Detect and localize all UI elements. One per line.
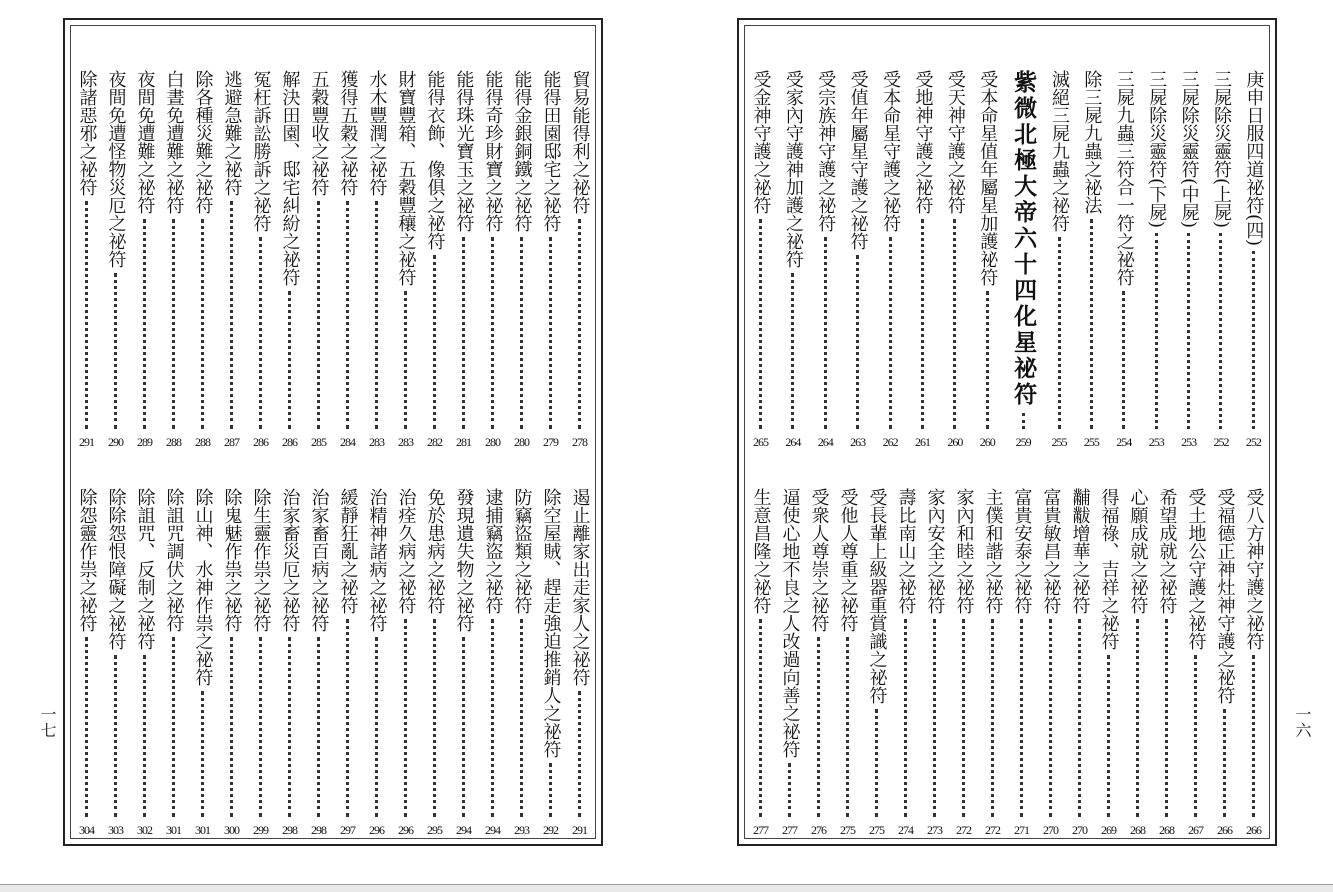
entry-page-number: 304 <box>79 823 94 837</box>
toc-entry <box>1206 70 1235 450</box>
entry-title: 發現遺失物之祕符 <box>453 488 475 632</box>
dot-leader <box>433 619 436 817</box>
dot-leader <box>1252 655 1255 817</box>
toc-band-top <box>746 70 1268 450</box>
entry-title: 受福德正神灶神守護之祕符 <box>1214 488 1236 704</box>
dot-leader <box>1165 619 1168 817</box>
dot-leader <box>1223 709 1226 817</box>
toc-entry <box>130 488 159 838</box>
entry-title: 水木豐潤之祕符 <box>366 70 388 196</box>
dot-leader <box>404 291 407 429</box>
dot-leader <box>375 201 378 429</box>
toc-entry <box>275 488 304 838</box>
entry-page-number: 280 <box>485 435 500 449</box>
dot-leader <box>1049 619 1052 817</box>
toc-entry <box>1045 70 1074 450</box>
entry-page-number: 298 <box>282 823 297 837</box>
entry-title: 除諸惡邪之祕符 <box>76 70 98 196</box>
entry-page-number: 261 <box>914 435 930 449</box>
entry-page-number: 259 <box>1015 435 1031 449</box>
dot-leader <box>817 637 820 817</box>
dot-leader <box>953 219 956 429</box>
dot-leader <box>114 655 117 817</box>
entry-title: 希望成就之祕符 <box>1156 488 1178 614</box>
entry-page-number: 295 <box>427 823 442 837</box>
page-number-right: 一六 <box>1293 706 1312 738</box>
entry-title: 受他人尊重之祕符 <box>837 488 859 632</box>
toc-entry <box>1210 488 1239 838</box>
toc-entry <box>746 488 775 838</box>
toc-entry <box>507 70 536 450</box>
entry-title: 除怨靈作祟之祕符 <box>76 488 98 632</box>
dot-leader <box>288 637 291 817</box>
dot-leader <box>230 637 233 817</box>
toc-entry <box>362 488 391 838</box>
entry-title: 能得金銀銅鐵之祕符 <box>511 70 533 232</box>
entry-title: 滅絕三屍九蟲之祕符 <box>1049 70 1071 232</box>
entry-title: 治精神諸病之祕符 <box>366 488 388 632</box>
entry-title: 受本命星值年屬星加護祕符 <box>977 70 999 286</box>
dot-leader <box>491 237 494 429</box>
toc-entry <box>478 488 507 838</box>
entry-page-number: 275 <box>840 823 855 837</box>
entry-page-number: 301 <box>166 823 181 837</box>
dot-leader <box>759 219 762 429</box>
toc-entry <box>1036 488 1065 838</box>
toc-entry <box>843 70 872 450</box>
toc-entry <box>1123 488 1152 838</box>
entry-page-number: 278 <box>572 435 587 449</box>
dot-leader <box>1022 413 1025 429</box>
toc-entry <box>101 70 130 450</box>
dot-leader <box>85 201 88 429</box>
dot-leader <box>114 273 117 429</box>
entry-title: 能得田園邸宅之祕符 <box>540 70 562 232</box>
entry-title: 受地神守護之祕符 <box>912 70 934 214</box>
entry-page-number: 279 <box>543 435 558 449</box>
dot-leader <box>433 255 436 429</box>
dot-leader <box>1219 233 1222 429</box>
dot-leader <box>462 637 465 817</box>
toc-entry <box>391 70 420 450</box>
entry-title: 生意昌隆之祕符 <box>750 488 772 614</box>
entry-title: 庚申日服四道祕符(四) <box>1243 70 1265 247</box>
toc-entry <box>891 488 920 838</box>
toc-entry <box>507 488 536 838</box>
entry-page-number: 264 <box>817 435 833 449</box>
entry-page-number: 301 <box>195 823 210 837</box>
entry-title: 受長輩上級器重賞識之祕符 <box>866 488 888 704</box>
entry-title: 心願成就之祕符 <box>1127 488 1149 614</box>
toc-entry <box>1174 70 1203 450</box>
entry-title: 解決田園、邸宅糾紛之祕符 <box>279 70 301 286</box>
entry-page-number: 298 <box>311 823 326 837</box>
dot-leader <box>788 763 791 817</box>
entry-title: 三屍除災靈符(下屍) <box>1146 70 1168 229</box>
toc-entry <box>565 70 594 450</box>
dot-leader <box>1020 619 1023 817</box>
toc-entry <box>72 70 101 450</box>
entry-page-number: 255 <box>1051 435 1067 449</box>
entry-title: 除山神、水神作祟之祕符 <box>192 488 214 686</box>
dot-leader <box>578 219 581 429</box>
entry-title: 白晝免遭難之祕符 <box>163 70 185 214</box>
dot-leader <box>889 237 892 429</box>
toc-entry <box>949 488 978 838</box>
toc-page-right <box>737 18 1277 846</box>
entry-title: 治家畜災厄之祕符 <box>279 488 301 632</box>
dot-leader <box>404 619 407 817</box>
page-number-left: 一七 <box>38 706 57 738</box>
entry-title: 受家內守護神加護之祕符 <box>782 70 804 268</box>
dot-leader <box>85 637 88 817</box>
toc-entry <box>811 70 840 450</box>
dot-leader <box>824 237 827 429</box>
entry-title: 逮捕竊盜之祕符 <box>482 488 504 614</box>
entry-title: 遏止離家出走家人之祕符 <box>569 488 591 686</box>
toc-entry <box>159 70 188 450</box>
entry-page-number: 264 <box>785 435 801 449</box>
dot-leader <box>172 219 175 429</box>
toc-entry <box>101 488 130 838</box>
dot-leader <box>1090 219 1093 429</box>
entry-title: 除各種災難之祕符 <box>192 70 214 214</box>
entry-title: 受衆人尊崇之祕符 <box>808 488 830 632</box>
entry-page-number: 296 <box>369 823 384 837</box>
entry-page-number: 254 <box>1116 435 1132 449</box>
toc-entry <box>217 488 246 838</box>
dot-leader <box>991 619 994 817</box>
entry-page-number: 273 <box>927 823 942 837</box>
dot-leader <box>491 619 494 817</box>
toc-entry <box>1077 70 1106 450</box>
entry-page-number: 284 <box>340 435 355 449</box>
entry-title: 黼黻增華之祕符 <box>1069 488 1091 614</box>
toc-entry <box>746 70 775 450</box>
toc-entry <box>920 488 949 838</box>
entry-page-number: 287 <box>224 435 239 449</box>
dot-leader <box>875 709 878 817</box>
entry-page-number: 300 <box>224 823 239 837</box>
entry-page-number: 268 <box>1159 823 1174 837</box>
entry-page-number: 290 <box>108 435 123 449</box>
entry-title: 能得奇珍財寶之祕符 <box>482 70 504 232</box>
entry-page-number: 265 <box>753 435 768 449</box>
dot-leader <box>986 291 989 429</box>
dot-leader <box>346 201 349 429</box>
toc-entry <box>449 488 478 838</box>
entry-page-number: 291 <box>572 823 587 837</box>
toc-entry <box>246 70 275 450</box>
entry-title: 貿易能得利之祕符 <box>569 70 591 214</box>
entry-page-number: 270 <box>1072 823 1087 837</box>
dot-leader <box>143 219 146 429</box>
dot-leader <box>1058 237 1061 429</box>
entry-page-number: 296 <box>398 823 413 837</box>
toc-entry <box>973 70 1002 450</box>
entry-title: 壽比南山之祕符 <box>895 488 917 614</box>
entry-title: 夜間免遭難之祕符 <box>134 70 156 214</box>
entry-page-number: 294 <box>456 823 471 837</box>
dot-leader <box>201 219 204 429</box>
toc-entry <box>1142 70 1171 450</box>
entry-title: 逼使心地不良之人改過向善之祕符 <box>779 488 801 758</box>
entry-page-number: 253 <box>1181 435 1197 449</box>
dot-leader <box>1252 251 1255 429</box>
entry-title: 夜間免遭怪物災厄之祕符 <box>105 70 127 268</box>
entry-title: 能得衣飾、像俱之祕符 <box>424 70 446 250</box>
dot-leader <box>317 637 320 817</box>
dot-leader <box>346 619 349 817</box>
entry-page-number: 289 <box>137 435 152 449</box>
entry-page-number: 263 <box>850 435 866 449</box>
entry-page-number: 252 <box>1245 435 1261 449</box>
entry-page-number: 297 <box>340 823 355 837</box>
toc-entry <box>246 488 275 838</box>
dot-leader <box>1078 619 1081 817</box>
dot-leader <box>904 619 907 817</box>
entry-page-number: 266 <box>1246 823 1261 837</box>
toc-entry <box>1152 488 1181 838</box>
entry-page-number: 266 <box>1217 823 1232 837</box>
entry-title: 防竊盜類之祕符 <box>511 488 533 614</box>
toc-entry <box>876 70 905 450</box>
entry-title: 除詛咒、反制之祕符 <box>134 488 156 650</box>
entry-page-number: 294 <box>485 823 500 837</box>
dot-leader <box>172 637 175 817</box>
toc-entry <box>1065 488 1094 838</box>
toc-entry <box>420 70 449 450</box>
entry-title: 除除怨恨障礙之祕符 <box>105 488 127 650</box>
toc-entry <box>804 488 833 838</box>
toc-entry <box>478 70 507 450</box>
toc-entry <box>908 70 937 450</box>
toc-entry <box>362 70 391 450</box>
toc-entry <box>130 70 159 450</box>
entry-title: 受值年屬星守護之祕符 <box>847 70 869 250</box>
entry-page-number: 288 <box>166 435 181 449</box>
dot-leader <box>549 237 552 429</box>
entry-page-number: 302 <box>137 823 152 837</box>
dot-leader <box>962 619 965 817</box>
entry-page-number: 260 <box>947 435 963 449</box>
toc-entry <box>536 488 565 838</box>
toc-entry <box>536 70 565 450</box>
dot-leader <box>846 637 849 817</box>
entry-page-number: 252 <box>1213 435 1229 449</box>
dot-leader <box>201 691 204 817</box>
entry-title: 獲得五穀之祕符 <box>337 70 359 196</box>
dot-leader <box>317 201 320 429</box>
toc-entry <box>188 70 217 450</box>
dot-leader <box>921 219 924 429</box>
entry-title: 治家畜百病之祕符 <box>308 488 330 632</box>
entry-title: 受天神守護之祕符 <box>944 70 966 214</box>
entry-title: 冤枉訴訟勝訴之祕符 <box>250 70 272 232</box>
toc-entry <box>333 488 362 838</box>
toc-entry <box>1109 70 1138 450</box>
entry-title: 家內安全之祕符 <box>924 488 946 614</box>
dot-leader <box>1187 233 1190 429</box>
toc-entry <box>862 488 891 838</box>
entry-title: 除鬼魅作祟之祕符 <box>221 488 243 632</box>
entry-title: 逃避急難之祕符 <box>221 70 243 196</box>
dot-leader <box>1136 619 1139 817</box>
toc-band-top <box>72 70 594 450</box>
entry-page-number: 285 <box>311 435 326 449</box>
toc-entry <box>217 70 246 450</box>
entry-page-number: 281 <box>456 435 471 449</box>
dot-leader <box>462 237 465 429</box>
entry-title: 除三屍九蟲之祕法 <box>1081 70 1103 214</box>
toc-page-left <box>63 18 603 846</box>
toc-entry <box>978 488 1007 838</box>
dot-leader <box>259 237 262 429</box>
dot-leader <box>1107 655 1110 817</box>
toc-entry <box>333 70 362 450</box>
entry-title: 除詛咒調伏之祕符 <box>163 488 185 632</box>
entry-page-number: 286 <box>282 435 297 449</box>
entry-title: 三屍除災靈符(上屍) <box>1210 70 1232 229</box>
toc-entry <box>1181 488 1210 838</box>
toc-entry <box>1239 488 1268 838</box>
toc-entry <box>391 488 420 838</box>
toc-section-heading <box>1005 70 1041 450</box>
dot-leader <box>856 255 859 429</box>
entry-page-number: 268 <box>1130 823 1145 837</box>
entry-page-number: 270 <box>1043 823 1058 837</box>
entry-page-number: 275 <box>869 823 884 837</box>
toc-entry <box>72 488 101 838</box>
entry-page-number: 299 <box>253 823 268 837</box>
entry-title: 財寶豐箱、五穀豐穰之祕符 <box>395 70 417 286</box>
dot-leader <box>520 237 523 429</box>
dot-leader <box>288 291 291 429</box>
entry-page-number: 276 <box>811 823 826 837</box>
entry-title: 富貴安泰之祕符 <box>1011 488 1033 614</box>
toc-entry <box>940 70 969 450</box>
entry-page-number: 272 <box>985 823 1000 837</box>
entry-title: 受金神守護之祕符 <box>750 70 772 214</box>
toc-entry <box>159 488 188 838</box>
entry-title: 受土地公守護之祕符 <box>1185 488 1207 650</box>
entry-title: 富貴敏昌之祕符 <box>1040 488 1062 614</box>
dot-leader <box>375 637 378 817</box>
entry-page-number: 291 <box>79 435 94 449</box>
entry-page-number: 272 <box>956 823 971 837</box>
entry-page-number: 271 <box>1014 823 1029 837</box>
entry-page-number: 262 <box>882 435 898 449</box>
entry-title: 三屍九蟲三符合一符之祕符 <box>1113 70 1135 286</box>
toc-entry <box>1239 70 1268 450</box>
entry-page-number: 282 <box>427 435 442 449</box>
entry-page-number: 269 <box>1101 823 1116 837</box>
dot-leader <box>1122 291 1125 429</box>
entry-title: 得福祿、吉祥之祕符 <box>1098 488 1120 650</box>
dot-leader <box>1194 655 1197 817</box>
toc-entry <box>565 488 594 838</box>
entry-page-number: 280 <box>514 435 529 449</box>
entry-page-number: 293 <box>514 823 529 837</box>
toc-entry <box>275 70 304 450</box>
entry-title: 三屍除災靈符(中屍) <box>1178 70 1200 229</box>
entry-page-number: 303 <box>108 823 123 837</box>
entry-title: 受八方神守護之祕符 <box>1243 488 1265 650</box>
entry-page-number: 255 <box>1083 435 1099 449</box>
toc-entry <box>778 70 807 450</box>
toc-entry <box>188 488 217 838</box>
entry-page-number: 274 <box>898 823 913 837</box>
entry-title: 受本命星守護之祕符 <box>880 70 902 232</box>
dot-leader <box>759 619 762 817</box>
toc-entry <box>775 488 804 838</box>
toc-entry <box>449 70 478 450</box>
toc-entry <box>833 488 862 838</box>
section-title: 紫微北極大帝六十四化星祕符 <box>1010 70 1038 408</box>
toc-band-bottom <box>72 488 594 838</box>
dot-leader <box>1155 233 1158 429</box>
dot-leader <box>933 619 936 817</box>
entry-page-number: 253 <box>1148 435 1164 449</box>
entry-page-number: 286 <box>253 435 268 449</box>
entry-page-number: 292 <box>543 823 558 837</box>
entry-title: 能得珠光寶玉之祕符 <box>453 70 475 232</box>
entry-page-number: 288 <box>195 435 210 449</box>
dot-leader <box>143 655 146 817</box>
toc-entry <box>420 488 449 838</box>
toc-entry <box>304 70 333 450</box>
toc-band-bottom <box>746 488 1268 838</box>
entry-title: 除空屋賊、趕走強迫推銷人之祕符 <box>540 488 562 758</box>
entry-title: 緩靜狂亂之祕符 <box>337 488 359 614</box>
entry-title: 除生靈作祟之祕符 <box>250 488 272 632</box>
entry-title: 家內和睦之祕符 <box>953 488 975 614</box>
dot-leader <box>549 763 552 817</box>
dot-leader <box>791 273 794 429</box>
entry-title: 免於患病之祕符 <box>424 488 446 614</box>
dot-leader <box>578 691 581 817</box>
dot-leader <box>230 201 233 429</box>
entry-page-number: 267 <box>1188 823 1203 837</box>
entry-title: 五穀豐收之祕符 <box>308 70 330 196</box>
entry-title: 受宗族神守護之祕符 <box>815 70 837 232</box>
entry-page-number: 277 <box>782 823 797 837</box>
toc-entry <box>1007 488 1036 838</box>
entry-page-number: 283 <box>398 435 413 449</box>
dot-leader <box>520 619 523 817</box>
dot-leader <box>259 637 262 817</box>
entry-page-number: 277 <box>753 823 768 837</box>
entry-title: 治痊久病之祕符 <box>395 488 417 614</box>
toc-entry <box>1094 488 1123 838</box>
toc-entry <box>304 488 333 838</box>
entry-page-number: 283 <box>369 435 384 449</box>
entry-title: 主僕和諧之祕符 <box>982 488 1004 614</box>
entry-page-number: 260 <box>979 435 995 449</box>
